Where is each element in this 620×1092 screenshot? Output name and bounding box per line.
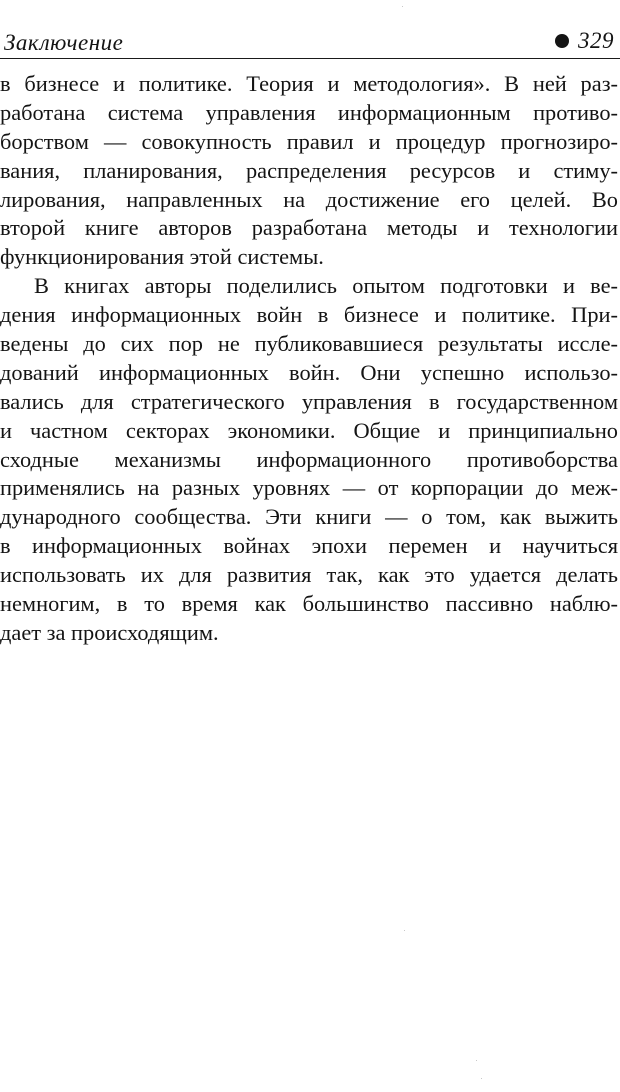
page-number: 329: [578, 28, 614, 53]
section-title: Заключение: [4, 30, 124, 55]
scan-speck: [476, 1060, 477, 1061]
text-line: борством — совокупность правил и процедур прогнозиро-: [0, 128, 618, 154]
scan-speck: [404, 930, 405, 931]
text-line: дения информационных войн в бизнесе и политике. При-: [0, 302, 618, 328]
text-line: В книгах авторы поделились опытом подготовки и ве-: [34, 273, 618, 299]
text-line: применялись на разных уровнях — от корпорации до меж-: [0, 475, 618, 501]
bullet-dot-icon: [555, 34, 569, 48]
header-rule: [0, 58, 620, 59]
text-line: в бизнесе и политике. Теория и методология». В ней раз-: [0, 71, 618, 96]
text-line: сходные механизмы информационного противоборства: [0, 446, 618, 472]
scan-speck: [481, 1078, 482, 1079]
text-line: в информационных войнах эпохи перемен и научиться: [0, 533, 618, 559]
text-line: функционирования этой системы.: [0, 244, 324, 270]
body-text: [0, 70, 618, 648]
text-line: ведены до сих пор не публиковавшиеся результаты иссле-: [0, 331, 618, 357]
text-line: немногим, в то время как большинство пассивно наблю-: [0, 591, 618, 617]
page-number-group: [555, 28, 614, 54]
paragraph: [0, 70, 618, 272]
paragraph: [0, 272, 618, 648]
running-header: [0, 26, 620, 60]
text-line: дает за происходящим.: [0, 619, 219, 645]
text-line: работана система управления информационным противо-: [0, 99, 618, 125]
text-line: использовать их для развития так, как это удается делать: [0, 562, 618, 588]
text-line: лирования, направленных на достижение его целей. Во: [0, 186, 618, 212]
text-line: и частном секторах экономики. Общие и принципиально: [0, 417, 618, 443]
text-line: вались для стратегического управления в государственном: [0, 388, 618, 414]
text-line: дународного сообщества. Эти книги — о том, как выжить: [0, 504, 618, 530]
text-line: второй книге авторов разработана методы и технологии: [0, 215, 618, 241]
text-line: вания, планирования, распределения ресурсов и стиму-: [0, 157, 618, 183]
scan-speck: [402, 6, 403, 7]
text-line: дований информационных войн. Они успешно использо-: [0, 359, 618, 385]
